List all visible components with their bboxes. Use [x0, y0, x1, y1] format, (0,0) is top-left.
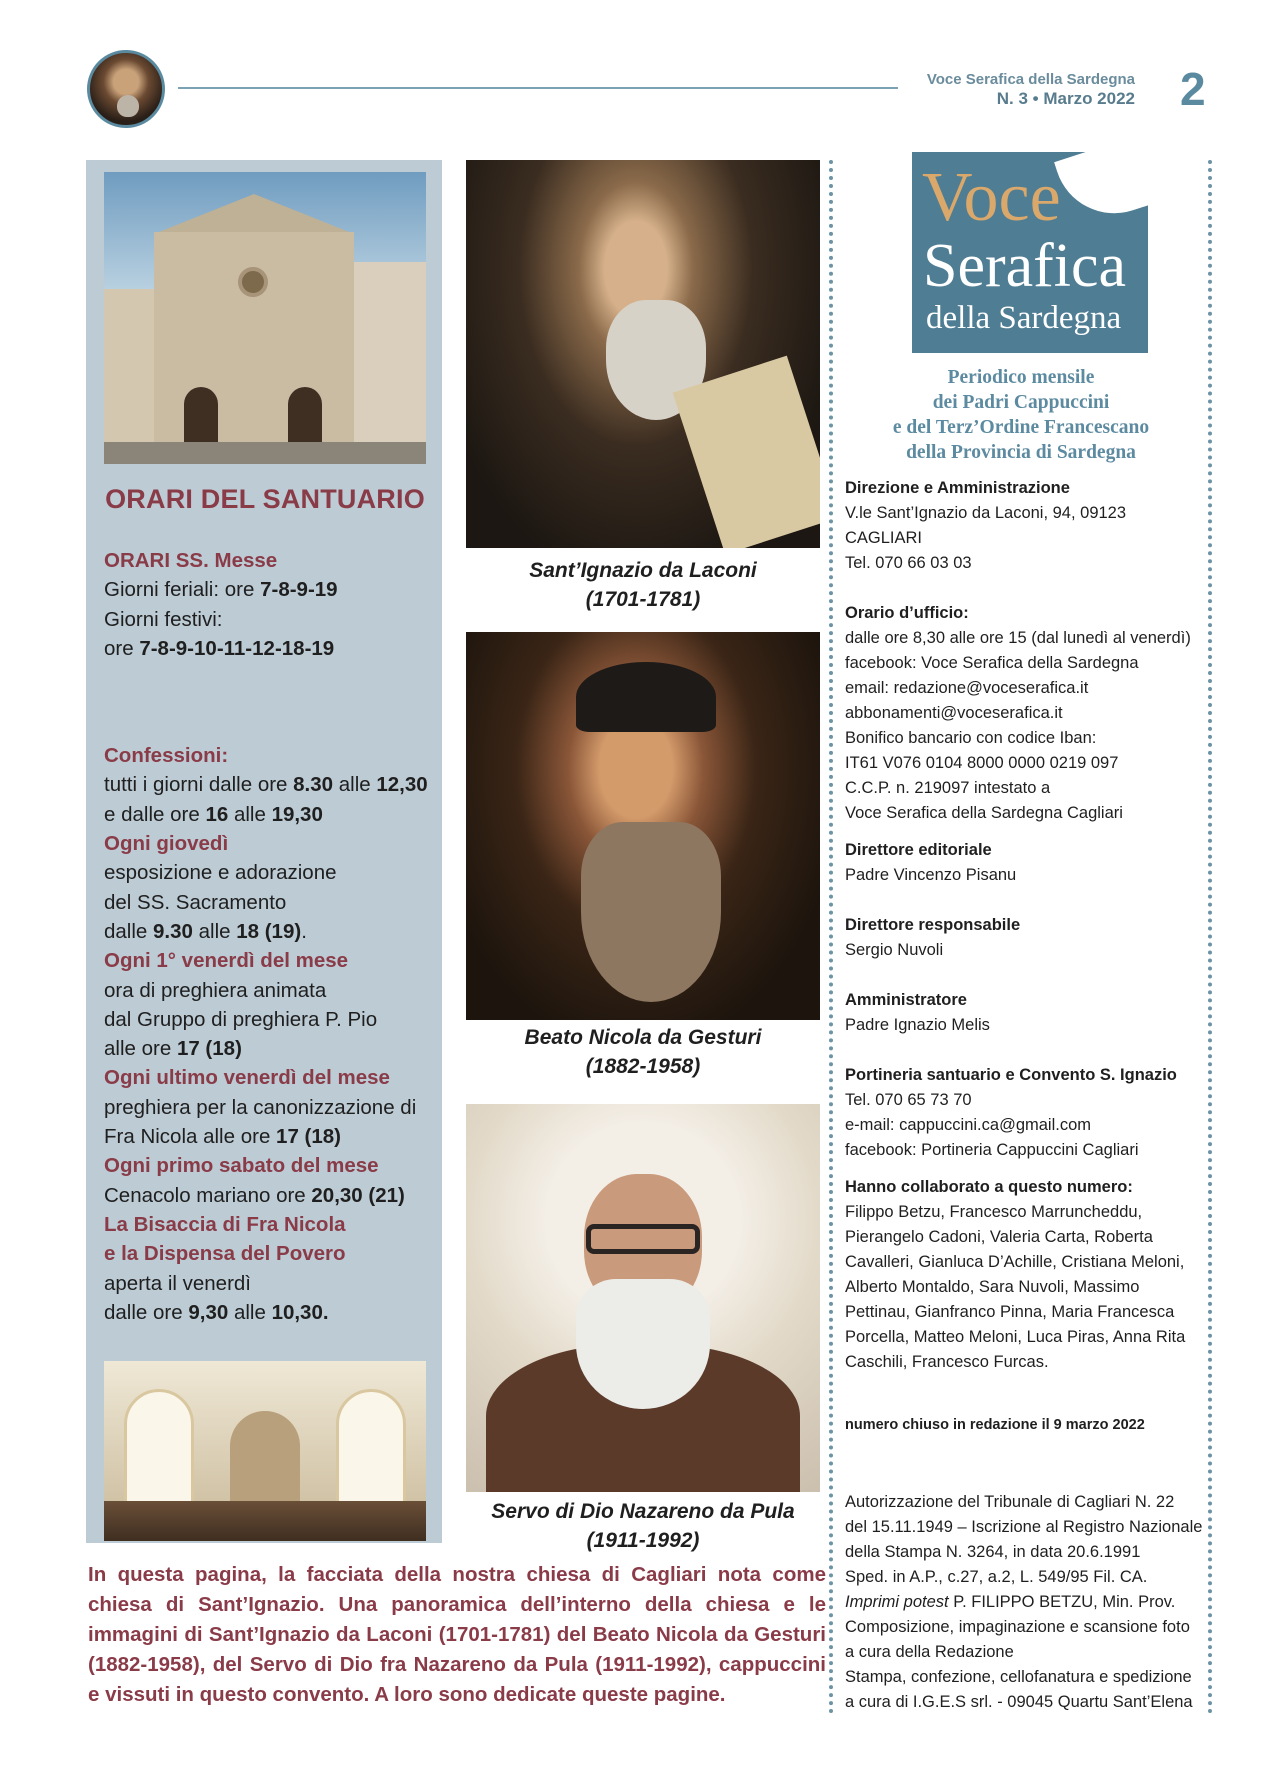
direttore-responsabile-heading: Direttore responsabile: [845, 916, 1021, 934]
imprimi-potest-line: Imprimi potest P. FILIPPO BETZU, Min. Prov.: [845, 1593, 1176, 1611]
ccp-line: C.C.P. n. 219097 intestato a: [845, 779, 1051, 797]
composizione-line: Composizione, impaginazione e scansione foto: [845, 1618, 1190, 1636]
masthead-voce: Voce: [922, 159, 1061, 236]
bisaccia-line-2: dalle ore 9,30 alle 10,30.: [104, 1300, 329, 1324]
portineria-heading: Portineria santuario e Convento S. Ignazio: [845, 1066, 1177, 1084]
amministratore: Padre Ignazio Melis: [845, 1016, 990, 1034]
facebook-link: facebook: Voce Serafica della Sardegna: [845, 654, 1139, 672]
venerdi1-line-2: dal Gruppo di preghiera P. Pio: [104, 1007, 378, 1031]
ccp-holder: Voce Serafica della Sardegna Cagliari: [845, 804, 1123, 822]
santuario-title: ORARI DEL SANTUARIO: [105, 484, 425, 514]
church-facade-photo: [104, 172, 426, 464]
bisaccia-heading-2: e la Dispensa del Povero: [104, 1242, 346, 1266]
portrait-nazareno-image: [466, 1104, 820, 1492]
portrait-ignazio-caption: Sant’Ignazio da Laconi (1701-1781): [529, 559, 757, 611]
collaboratori-line: Filippo Betzu, Francesco Marruncheddu,: [845, 1203, 1143, 1221]
collaboratori-line: Porcella, Matteo Meloni, Luca Piras, Anna Rita: [845, 1328, 1186, 1346]
portrait-nicola-caption: Beato Nicola da Gesturi (1882-1958): [524, 1026, 762, 1078]
confessioni-line-1: tutti i giorni dalle ore 8.30 alle 12,30: [104, 773, 428, 797]
amministratore-heading: Amministratore: [845, 991, 967, 1009]
header-issue: N. 3 • Marzo 2022: [996, 89, 1135, 108]
confessioni-line-2: e dalle ore 16 alle 19,30: [104, 802, 323, 826]
santuario-schedule: [104, 546, 434, 1327]
portineria-email: e-mail: cappuccini.ca@gmail.com: [845, 1116, 1092, 1134]
composizione-line: a cura della Redazione: [845, 1643, 1014, 1661]
stampa-line: a cura di I.G.E.S srl. - 09045 Quartu Sant’Elena: [845, 1693, 1193, 1711]
collaboratori-line: Pierangelo Cadoni, Valeria Carta, Roberta: [845, 1228, 1153, 1246]
portineria-facebook: facebook: Portineria Cappuccini Cagliari: [845, 1141, 1139, 1159]
portrait-nicola-image: [466, 632, 820, 1020]
portineria-tel: Tel. 070 65 73 70: [845, 1091, 972, 1109]
autorizzazione-line: della Stampa N. 3264, in data 20.6.1991: [845, 1543, 1141, 1561]
iban-code: IT61 V076 0104 8000 0000 0219 097: [845, 754, 1119, 772]
festivi-label: Giorni festivi:: [104, 607, 223, 631]
giovedi-line-1: esposizione e adorazione: [104, 861, 337, 885]
ultimo-line-1: preghiera per la canonizzazione di: [104, 1095, 417, 1119]
venerdi1-heading: Ogni 1° venerdì del mese: [104, 949, 349, 973]
orario-heading: Orario d’ufficio:: [845, 604, 969, 622]
church-interior-photo: [104, 1361, 426, 1541]
autorizzazione-line: del 15.11.1949 – Iscrizione al Registro Nazionale: [845, 1518, 1203, 1536]
direzione-tel: Tel. 070 66 03 03: [845, 554, 972, 572]
tagline: Periodico mensile dei Padri Cappuccini e del Terz’Ordine Francescano della Provincia di Sardegna: [892, 367, 1150, 463]
messe-heading: ORARI SS. Messe: [104, 549, 278, 572]
direzione-heading: Direzione e Amministrazione: [845, 479, 1070, 497]
masthead-della: della Sardegna: [926, 300, 1122, 336]
collaboratori-heading: Hanno collaborato a questo numero:: [845, 1178, 1133, 1196]
stampa-line: Stampa, confezione, cellofanatura e spedizione: [845, 1668, 1192, 1686]
email-redazione: email: redazione@voceserafica.it: [845, 679, 1089, 697]
sabato-line-1: Cenacolo mariano ore 20,30 (21): [104, 1183, 405, 1207]
direzione-address: V.le Sant’Ignazio da Laconi, 94, 09123 CAGLIARI: [845, 504, 1127, 547]
venerdi1-line-3: alle ore 17 (18): [104, 1037, 242, 1061]
feriali-line: Giorni feriali: ore 7-8-9-19: [104, 578, 338, 602]
autorizzazione-line: Autorizzazione del Tribunale di Cagliari N. 22: [845, 1493, 1175, 1511]
column-divider: [829, 160, 833, 1715]
collaboratori-line: Alberto Montaldo, Sara Nuvoli, Massimo: [845, 1278, 1140, 1296]
collaboratori-line: Caschili, Francesco Furcas.: [845, 1353, 1049, 1371]
spedizione-line: Sped. in A.P., c.27, a.2, L. 549/95 Fil. CA.: [845, 1568, 1148, 1586]
colophon: [845, 476, 1205, 1715]
festivi-line: ore 7-8-9-10-11-12-18-19: [104, 636, 335, 660]
ultimo-venerdi-heading: Ogni ultimo venerdì del mese: [104, 1066, 390, 1090]
portrait-nazareno-caption: Servo di Dio Nazareno da Pula (1911-1992): [491, 1500, 795, 1552]
email-abbonamenti: abbonamenti@voceserafica.it: [845, 704, 1063, 722]
sabato-heading: Ogni primo sabato del mese: [104, 1154, 379, 1178]
bottom-caption: In questa pagina, la facciata della nostra chiesa di Cagliari nota come chiesa di Sant’Ignazio. Una panoramica dell’interno della chiesa e le immagini di Sant’Ignazio da Laconi (1701-1781) del Beato Nicola da Gesturi (1882-1958), del Servo di Dio fra Nazareno da Pula (1911-1992), cappuccini e vissuti in questo convento. A loro sono dedicate queste pagine.: [88, 1563, 826, 1706]
bisaccia-heading-1: La Bisaccia di Fra Nicola: [104, 1212, 346, 1236]
ultimo-line-2: Fra Nicola alle ore 17 (18): [104, 1125, 342, 1149]
header-publication-title: Voce Serafica della Sardegna: [926, 71, 1135, 88]
dove-wing-icon: [1054, 152, 1148, 229]
venerdi1-line-1: ora di preghiera animata: [104, 978, 327, 1002]
giovedi-line-3: dalle 9.30 alle 18 (19).: [104, 919, 307, 943]
direttore-editoriale-heading: Direttore editoriale: [845, 841, 992, 859]
confessioni-heading: Confessioni:: [104, 744, 229, 768]
orario-line: dalle ore 8,30 alle ore 15 (dal lunedì al venerdì): [845, 629, 1191, 647]
direttore-editoriale: Padre Vincenzo Pisanu: [845, 866, 1017, 884]
giovedi-heading: Ogni giovedì: [104, 832, 229, 856]
giovedi-line-2: del SS. Sacramento: [104, 890, 287, 914]
header-portrait-image: [87, 50, 165, 128]
portrait-ignazio-image: [466, 160, 820, 548]
collaboratori-line: Pettinau, Gianfranco Pinna, Maria Francesca: [845, 1303, 1175, 1321]
iban-label: Bonifico bancario con codice Iban:: [845, 729, 1097, 747]
collaboratori-line: Cavalleri, Gianluca D’Achille, Cristiana Meloni,: [845, 1253, 1185, 1271]
masthead-serafica: Serafica: [923, 232, 1127, 300]
closing-date-note: numero chiuso in redazione il 9 marzo 2022: [845, 1417, 1145, 1433]
direttore-responsabile: Sergio Nuvoli: [845, 941, 944, 959]
header-publication: [927, 70, 1135, 108]
bisaccia-line-1: aperta il venerdì: [104, 1271, 252, 1295]
header-rule: [178, 87, 898, 89]
right-border-dots: [1208, 160, 1212, 1715]
masthead-logo: [912, 152, 1148, 353]
page-number: 2: [1180, 63, 1206, 115]
